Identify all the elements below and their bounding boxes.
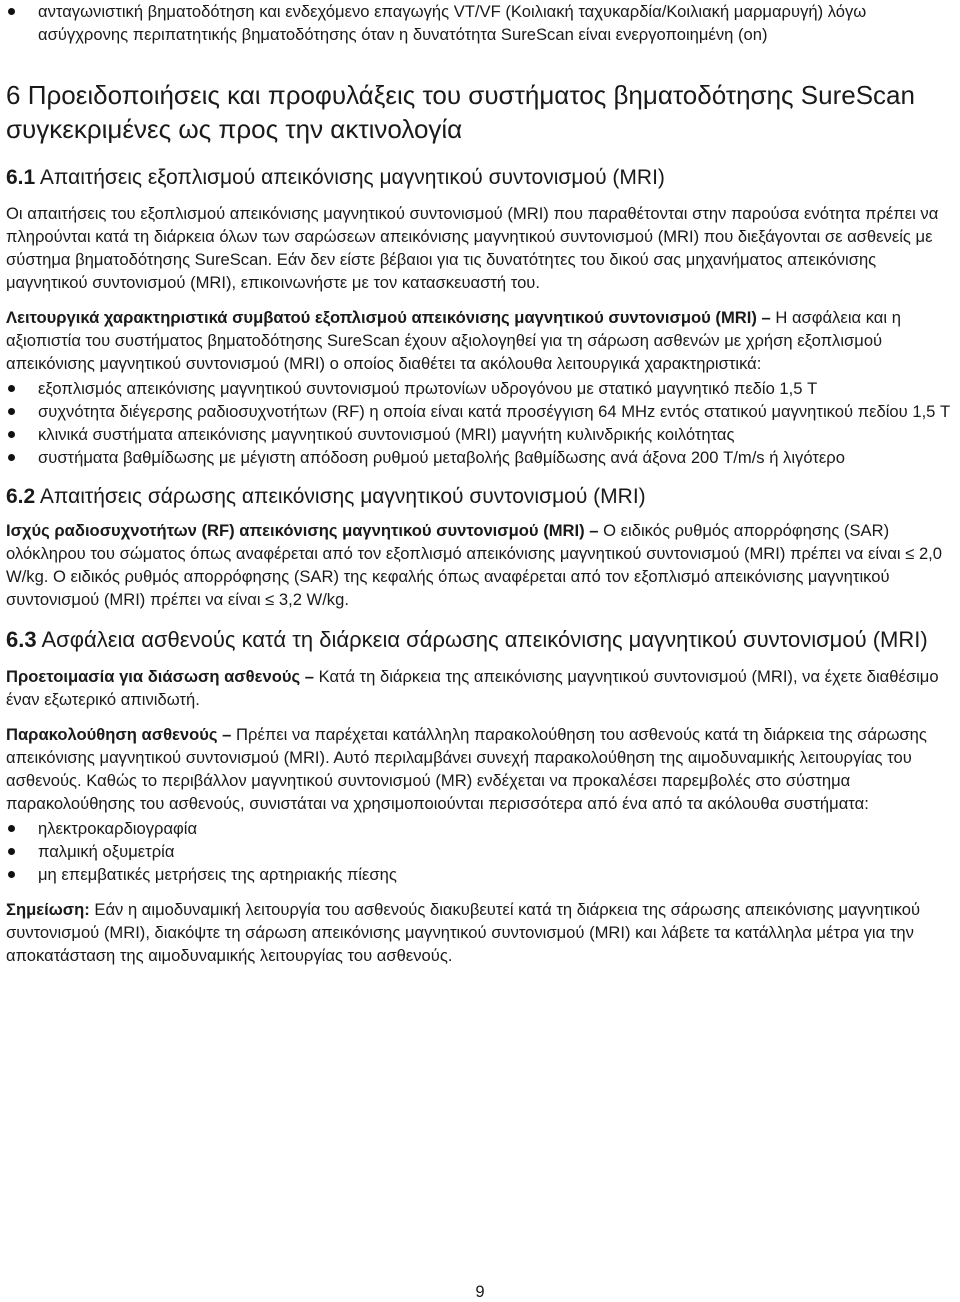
page-number: 9 [475, 1282, 485, 1301]
section-number: 6.3 [6, 627, 37, 652]
list-item: κλινικά συστήματα απεικόνισης μαγνητικού συντονισμού (MRI) μαγνήτη κυλινδρικής κοιλότητας [6, 423, 960, 446]
section-number: 6 [6, 80, 21, 110]
list-item: ανταγωνιστική βηματοδότηση και ενδεχόμενο επαγωγής VT/VF (Κοιλιακή ταχυκαρδία/Κοιλιακή μαρμαρυγή) λόγω ασύγχρονης περιπατητικής βηματοδότησης όταν η δυνατότητα SureScan είναι ενεργοποιημένη (on) [6, 0, 960, 46]
requirements-paragraph: Οι απαιτήσεις του εξοπλισμού απεικόνισης μαγνητικού συντονισμού (MRI) που παραθέτονται στην παρούσα ενότητα πρέπει να πληρούνται κατά τη διάρκεια όλων των σαρώσεων απεικόνισης μαγνητικού συντονισμού (MRI) που διεξάγονται σε ασθενείς με σύστημα βηματοδότησης SureScan. Εάν δεν είστε βέβαιοι για τις δυνατότητες του δικού σας μηχανήματος απεικόνισης μαγνητικού συντονισμού (MRI), επικοινωνήστε με τον κατασκευαστή του. [6, 204, 939, 292]
section-title: Ασφάλεια ασθενούς κατά τη διάρκεια σάρωσης απεικόνισης μαγνητικού συντονισμού (MRI) [41, 627, 928, 652]
section-number: 6.1 [6, 166, 36, 189]
features-list [6, 377, 960, 469]
monitoring-list [6, 817, 960, 886]
rf-power-text: Ο ειδικός ρυθμός απορρόφησης (SAR) ολόκληρου του σώματος όπως αναφέρεται από τον εξοπλισμό απεικόνισης μαγνητικού συντονισμού (MRI) πρέπει να είναι ≤ 2,0 W/kg. Ο ειδικός ρυθμός απορρόφησης (SAR) της κεφαλής όπως αναφέρεται από τον εξοπλισμό απεικόνισης μαγνητικού συντονισμού (MRI) πρέπει να είναι ≤ 3,2 W/kg. [6, 521, 943, 609]
section-title: Απαιτήσεις σάρωσης απεικόνισης μαγνητικού συντονισμού (MRI) [39, 485, 646, 508]
section-6-2-heading [6, 483, 960, 511]
list-item: ηλεκτροκαρδιογραφία [6, 817, 960, 840]
features-label: Λειτουργικά χαρακτηριστικά συμβατού εξοπλισμού απεικόνισης μαγνητικού συντονισμού (MRI) – [6, 308, 771, 327]
note-text: Εάν η αιμοδυναμική λειτουργία του ασθενούς διακυβευτεί κατά τη διάρκεια της σάρωσης απεικόνισης μαγνητικού συντονισμού (MRI), διακόψτε τη σάρωση απεικόνισης μαγνητικού συντονισμού (MRI) και λάβετε τα κατάλληλα μέτρα για την αποκατάσταση της αιμοδυναμικής λειτουργίας του ασθενούς. [6, 900, 921, 965]
list-item: εξοπλισμός απεικόνισης μαγνητικού συντονισμού πρωτονίων υδρογόνου με στατικό μαγνητικό πεδίο 1,5 T [6, 377, 960, 400]
rescue-prep-paragraph [6, 665, 960, 711]
list-item: μη επεμβατικές μετρήσεις της αρτηριακής πίεσης [6, 863, 960, 886]
section-6-3-heading [6, 625, 960, 655]
intro-bullet-list [6, 0, 960, 46]
list-item: συχνότητα διέγερσης ραδιοσυχνοτήτων (RF) η οποία είναι κατά προσέγγιση 64 MHz εντός στατικού μαγνητικού πεδίου 1,5 T [6, 400, 960, 423]
section-number: 6.2 [6, 485, 36, 508]
monitoring-text: Πρέπει να παρέχεται κατάλληλη παρακολούθηση του ασθενούς κατά τη διάρκεια της σάρωσης απεικόνισης μαγνητικού συντονισμού (MRI). Αυτό περιλαμβάνει συνεχή παρακολούθηση της αιμοδυναμικής λειτουργίας του ασθενούς. Καθώς το περιβάλλον μαγνητικού συντονισμού (MR) ενδέχεται να προκαλέσει παρεμβολές στο σύστημα παρακολούθησης του ασθενούς, συνιστάται να χρησιμοποιούνται περισσότερα από ένα από τα ακόλουθα συστήματα: [6, 725, 927, 813]
monitoring-label: Παρακολούθηση ασθενούς – [6, 725, 232, 744]
section-title: Απαιτήσεις εξοπλισμού απεικόνισης μαγνητικού συντονισμού (MRI) [39, 166, 665, 189]
list-item: συστήματα βαθμίδωσης με μέγιστη απόδοση ρυθμού μεταβολής βαθμίδωσης ανά άξονα 200 T/m/s ή λιγότερο [6, 446, 960, 469]
section-6-1-heading [6, 164, 960, 192]
note-paragraph [6, 898, 960, 967]
rf-power-paragraph [6, 519, 960, 611]
features-text: Η ασφάλεια και η αξιοπιστία του συστήματος βηματοδότησης SureScan έχουν αξιολογηθεί για τη σάρωση ασθενών με χρήση εξοπλισμού απεικόνισης μαγνητικού συντονισμού (MRI) ο οποίος διαθέτει τα ακόλουθα λειτουργικά χαρακτηριστικά: [6, 308, 901, 373]
rescue-prep-text: Κατά τη διάρκεια της απεικόνισης μαγνητικού συντονισμού (MRI), να έχετε διαθέσιμο έναν εξωτερικό απινιδωτή. [6, 667, 939, 709]
rescue-prep-label: Προετοιμασία για διάσωση ασθενούς – [6, 667, 314, 686]
page-content [6, 0, 960, 967]
features-paragraph [6, 306, 960, 375]
rf-power-label: Ισχύς ραδιοσυχνοτήτων (RF) απεικόνισης μαγνητικού συντονισμού (MRI) – [6, 521, 599, 540]
section-title: Προειδοποιήσεις και προφυλάξεις του συστήματος βηματοδότησης SureScan συγκεκριμένες ως προς την ακτινολογία [6, 80, 915, 144]
list-item: παλμική οξυμετρία [6, 840, 960, 863]
monitoring-paragraph [6, 723, 960, 815]
section-6-heading [6, 78, 960, 146]
note-label: Σημείωση: [6, 900, 90, 919]
